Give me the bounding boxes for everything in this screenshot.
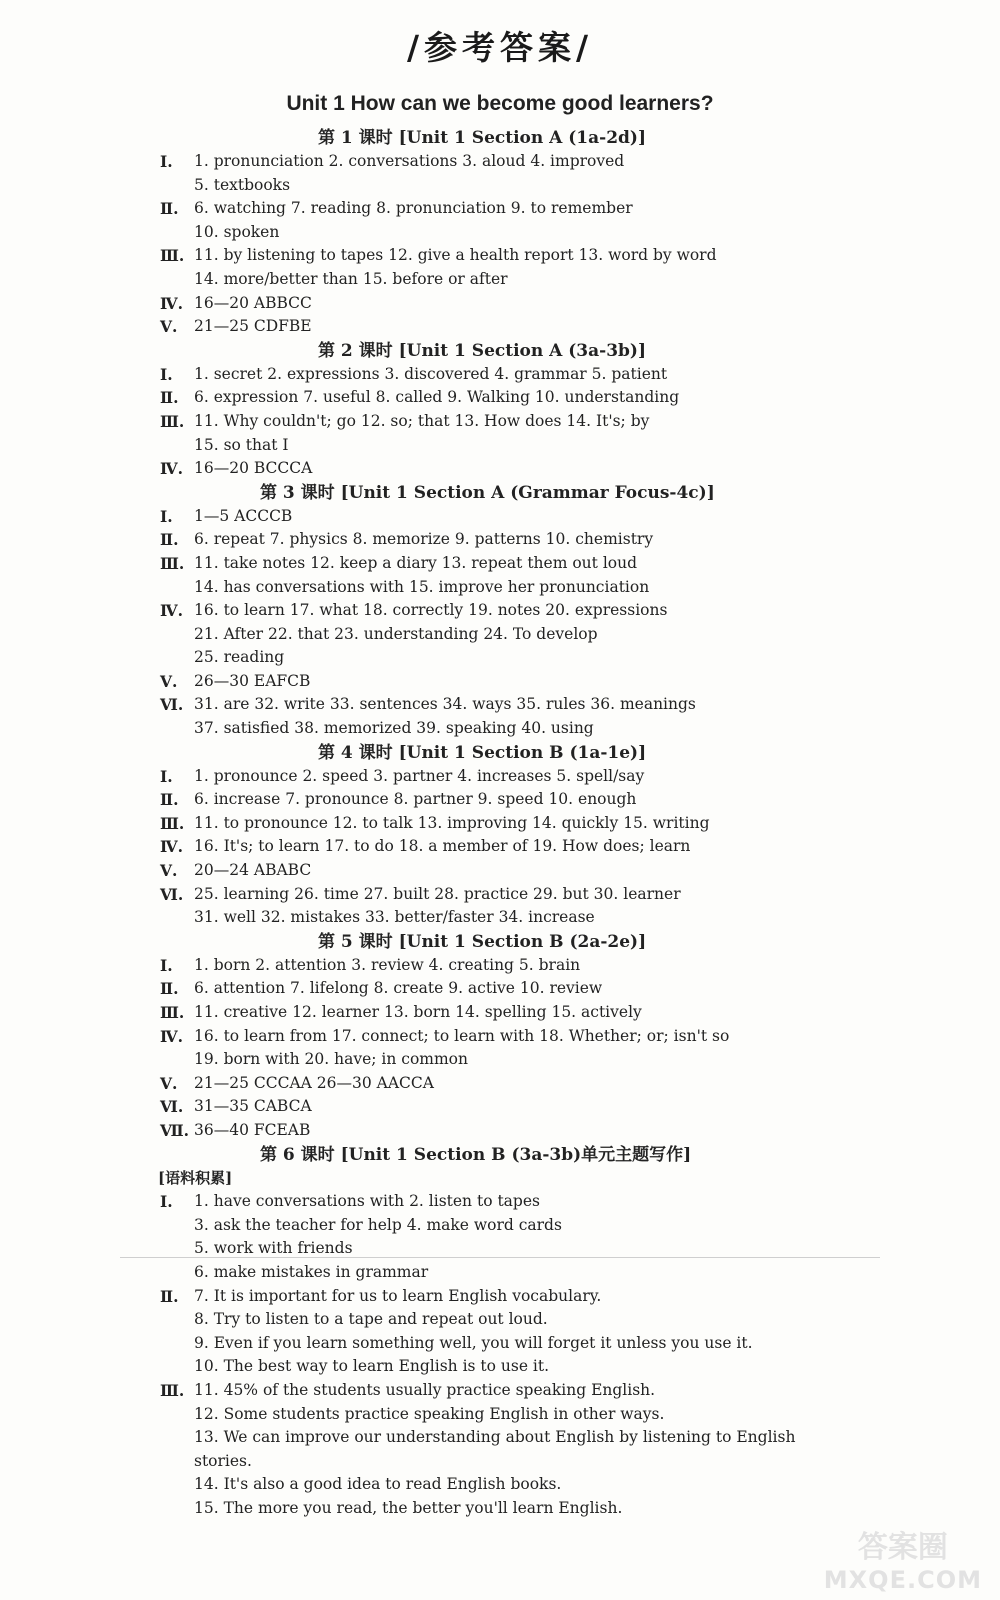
answer-row <box>160 906 900 930</box>
watermark-url: MXQE.COM <box>823 1566 982 1594</box>
answer-text: 16. to learn 17. what 18. correctly 19. notes 20. expressions <box>194 601 668 620</box>
answer-row <box>160 1285 900 1309</box>
answer-row <box>160 788 900 812</box>
divider-line <box>120 1257 880 1258</box>
question-group-numeral: Ⅰ. <box>160 364 173 384</box>
lesson-title: 第 4 课时 [Unit 1 Section B (1a-1e)] <box>318 742 647 763</box>
answer-text: 31—35 CABCA <box>194 1097 312 1116</box>
question-group-numeral: Ⅰ. <box>160 152 173 171</box>
lesson-section <box>160 339 900 481</box>
answer-text: 10. The best way to learn English is to use it. <box>194 1357 550 1376</box>
answer-text: 6. expression 7. useful 8. called 9. Walking 10. understanding <box>194 388 680 407</box>
answer-row <box>160 1095 900 1119</box>
question-group-numeral: Ⅲ. <box>160 246 185 266</box>
question-group-numeral: Ⅱ. <box>160 979 179 999</box>
answer-row <box>160 670 900 694</box>
answer-row <box>160 363 900 387</box>
answer-row <box>160 765 900 789</box>
answer-text: 11. by listening to tapes 12. give a health report 13. word by word <box>194 246 717 265</box>
answer-text: 9. Even if you learn something well, you will forget it unless you use it. <box>194 1333 753 1352</box>
answer-text: 11. Why couldn't; go 12. so; that 13. How does 14. It's; by <box>194 411 650 430</box>
question-group-numeral: Ⅳ. <box>160 459 183 479</box>
answer-row <box>160 1379 900 1403</box>
lesson-title: 第 6 课时 [Unit 1 Section B (3a-3b)单元主题写作] <box>260 1144 692 1165</box>
answer-text: 14. more/better than 15. before or after <box>194 269 508 288</box>
answer-text: 16—20 BCCCA <box>194 459 313 478</box>
question-group-numeral: Ⅱ. <box>160 1286 179 1306</box>
answer-text: 3. ask the teacher for help 4. make word cards <box>194 1215 562 1234</box>
answer-text: 16. It's; to learn 17. to do 18. a member of 19. How does; learn <box>194 837 691 856</box>
answer-text: 6. watching 7. reading 8. pronunciation 9. to remember <box>194 199 633 218</box>
site-watermark <box>824 1532 982 1596</box>
question-group-numeral: Ⅳ. <box>160 601 183 621</box>
answer-text: 16—20 ABBCC <box>194 293 312 312</box>
answer-row <box>160 197 900 221</box>
answer-text: 21. After 22. that 23. understanding 24. To develop <box>194 624 598 643</box>
question-group-numeral: Ⅴ. <box>160 317 178 337</box>
question-group-numeral: Ⅲ. <box>160 553 185 573</box>
lesson-section <box>160 481 900 741</box>
answer-row <box>160 1426 900 1473</box>
answer-text: 1. pronunciation 2. conversations 3. aloud 4. improved <box>194 152 625 170</box>
answer-text: 25. reading <box>194 648 285 667</box>
answer-text: 15. The more you read, the better you'll learn English. <box>194 1498 623 1517</box>
answer-text: 37. satisfied 38. memorized 39. speaking 40. using <box>194 719 594 738</box>
answer-row <box>160 1308 900 1332</box>
answer-row <box>160 954 900 978</box>
answer-row <box>160 1048 900 1072</box>
answer-row <box>160 457 900 481</box>
answer-text: 21—25 CDFBE <box>194 317 312 336</box>
lesson-title: 第 5 课时 [Unit 1 Section B (2a-2e)] <box>318 931 647 952</box>
answer-row <box>160 505 900 529</box>
lesson-section <box>160 930 900 1143</box>
answer-row <box>160 268 900 292</box>
answer-text: 5. work with friends <box>194 1239 353 1258</box>
question-group-numeral: Ⅱ. <box>160 790 179 810</box>
question-group-numeral: Ⅳ. <box>160 837 183 857</box>
answer-text: 6. make mistakes in grammar <box>194 1262 429 1281</box>
answer-text: 20—24 ABABC <box>194 861 312 880</box>
unit-title: Unit 1 How can we become good learners? <box>286 92 714 115</box>
answer-text: 12. Some students practice speaking English in other ways. <box>194 1404 665 1423</box>
answer-row <box>160 1355 900 1379</box>
answer-text: 31. well 32. mistakes 33. better/faster 34. increase <box>194 908 595 927</box>
question-group-numeral: Ⅴ. <box>160 861 178 881</box>
answer-text: 7. It is important for us to learn English vocabulary. <box>194 1286 602 1305</box>
answer-text: 11. to pronounce 12. to talk 13. improving 14. quickly 15. writing <box>194 813 710 832</box>
answer-text: 14. It's also a good idea to read English books. <box>194 1475 562 1494</box>
answer-row <box>160 434 900 458</box>
question-group-numeral: Ⅰ. <box>160 1192 173 1212</box>
answer-text: 21—25 CCCAA 26—30 AACCA <box>194 1073 434 1092</box>
answer-row <box>160 410 900 434</box>
question-group-numeral: Ⅵ. <box>160 695 184 715</box>
answer-text: 25. learning 26. time 27. built 28. practice 29. but 30. learner <box>194 884 681 903</box>
answer-text: 11. 45% of the students usually practice speaking English. <box>194 1380 656 1399</box>
answer-row <box>160 1190 900 1214</box>
answer-text: 16. to learn from 17. connect; to learn with 18. Whether; or; isn't so <box>194 1026 730 1045</box>
answer-text: 10. spoken <box>194 222 280 241</box>
answer-row <box>160 717 900 741</box>
answer-row <box>160 1072 900 1096</box>
question-group-numeral: Ⅰ. <box>160 955 173 975</box>
answer-row <box>160 315 900 339</box>
answer-content <box>160 126 900 1520</box>
answer-text: 36—40 FCEAB <box>194 1120 311 1139</box>
answer-text: 13. We can improve our understanding about English by listening to English stories. <box>194 1428 796 1470</box>
answer-row <box>160 150 900 174</box>
answer-row <box>160 859 900 883</box>
answer-row <box>160 1025 900 1049</box>
answer-text: 6. repeat 7. physics 8. memorize 9. patterns 10. chemistry <box>194 530 654 549</box>
answer-text: 5. textbooks <box>194 175 291 194</box>
answer-row <box>160 623 900 647</box>
question-group-numeral: Ⅳ. <box>160 1026 183 1046</box>
answer-text: 11. take notes 12. keep a diary 13. repeat them out loud <box>194 553 638 572</box>
answer-row <box>160 883 900 907</box>
answer-row <box>160 693 900 717</box>
answer-text: 1. secret 2. expressions 3. discovered 4. grammar 5. patient <box>194 364 668 383</box>
question-group-numeral: Ⅰ. <box>160 506 173 526</box>
answer-row <box>160 599 900 623</box>
answer-key-banner: /参考答案/ <box>406 28 594 67</box>
corpus-label: [语料积累] <box>158 1168 233 1187</box>
answer-text: 26—30 EAFCB <box>194 671 311 690</box>
lesson-title: 第 3 课时 [Unit 1 Section A (Grammar Focus-4c)] <box>260 482 715 503</box>
question-group-numeral: Ⅲ. <box>160 1380 185 1400</box>
answer-row <box>160 576 900 600</box>
answer-row <box>160 221 900 245</box>
question-group-numeral: Ⅱ. <box>160 530 179 550</box>
answer-row <box>160 552 900 576</box>
answer-text: 1. have conversations with 2. listen to tapes <box>194 1192 540 1211</box>
answer-row <box>160 1261 900 1285</box>
answer-text: 1. pronounce 2. speed 3. partner 4. increases 5. spell/say <box>194 766 645 785</box>
lesson-section <box>160 126 900 339</box>
question-group-numeral: Ⅵ. <box>160 884 184 904</box>
question-group-numeral: Ⅱ. <box>160 388 179 408</box>
answer-row <box>160 646 900 670</box>
answer-text: 1. born 2. attention 3. review 4. creating 5. brain <box>194 955 581 974</box>
answer-row <box>160 292 900 316</box>
lesson-section <box>160 1143 900 1521</box>
answer-row <box>160 1497 900 1521</box>
question-group-numeral: Ⅵ. <box>160 1097 184 1117</box>
question-group-numeral: Ⅶ. <box>160 1120 190 1140</box>
answer-row <box>160 1119 900 1143</box>
answer-text: 8. Try to listen to a tape and repeat out loud. <box>194 1310 548 1329</box>
answer-text: 1—5 ACCCB <box>194 506 293 525</box>
lesson-section <box>160 741 900 930</box>
answer-row <box>160 1214 900 1238</box>
answer-row <box>160 1473 900 1497</box>
answer-row <box>160 1403 900 1427</box>
question-group-numeral: Ⅲ. <box>160 813 185 833</box>
answer-text: 6. increase 7. pronounce 8. partner 9. speed 10. enough <box>194 790 637 809</box>
question-group-numeral: Ⅲ. <box>160 411 185 431</box>
answer-text: 19. born with 20. have; in common <box>194 1050 468 1069</box>
answer-row <box>160 386 900 410</box>
answer-row <box>160 244 900 268</box>
answer-row <box>160 174 900 198</box>
question-group-numeral: Ⅰ. <box>160 766 173 786</box>
answer-text: 6. attention 7. lifelong 8. create 9. active 10. review <box>194 979 603 998</box>
question-group-numeral: Ⅳ. <box>160 293 183 313</box>
answer-row <box>160 1332 900 1356</box>
answer-text: 31. are 32. write 33. sentences 34. ways 35. rules 36. meanings <box>194 695 696 714</box>
lesson-title: 第 1 课时 [Unit 1 Section A (1a-2d)] <box>318 128 647 148</box>
answer-text: 14. has conversations with 15. improve her pronunciation <box>194 577 650 596</box>
answer-row <box>160 977 900 1001</box>
question-group-numeral: Ⅲ. <box>160 1003 185 1022</box>
question-group-numeral: Ⅴ. <box>160 671 178 691</box>
answer-text: 15. so that I <box>194 435 289 454</box>
question-group-numeral: Ⅴ. <box>160 1073 178 1093</box>
watermark-logo-text: 答案圈 <box>857 1530 948 1565</box>
lesson-title: 第 2 课时 [Unit 1 Section A (3a-3b)] <box>318 340 647 361</box>
question-group-numeral: Ⅱ. <box>160 199 179 219</box>
answer-row <box>160 835 900 859</box>
answer-row <box>160 528 900 552</box>
answer-text: 11. creative 12. learner 13. born 14. spelling 15. actively <box>194 1003 642 1021</box>
answer-row <box>160 1001 900 1025</box>
answer-row <box>160 812 900 836</box>
